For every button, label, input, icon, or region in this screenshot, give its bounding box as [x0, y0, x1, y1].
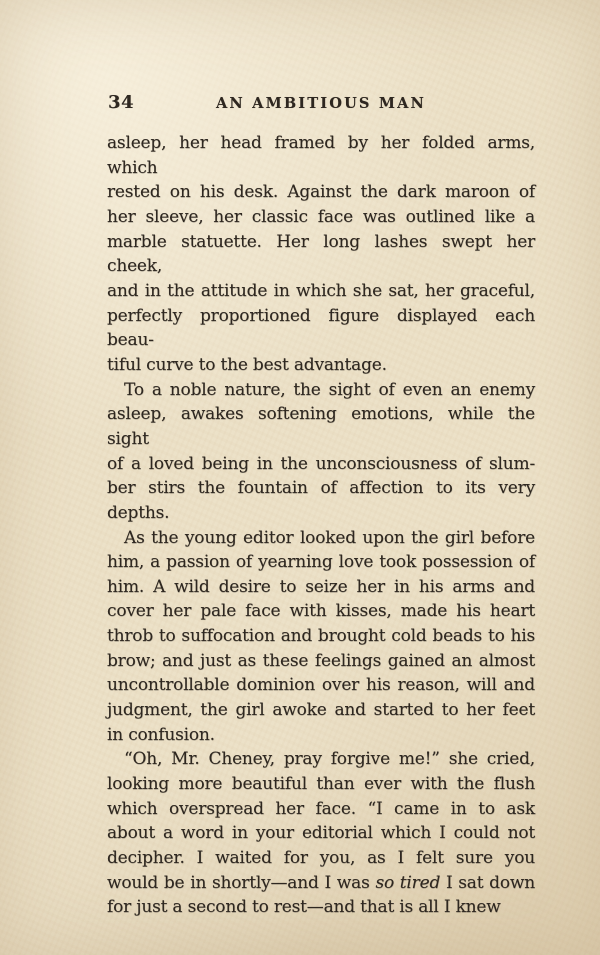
text-segment: As the young editor looked upon the girl before — [124, 527, 535, 548]
text-line — [107, 205, 535, 230]
text-line — [107, 575, 535, 600]
text-line — [107, 821, 535, 846]
text-line — [107, 131, 535, 180]
text-line — [107, 624, 535, 649]
text-segment: marble statuette. Her long lashes swept her cheek, — [107, 231, 535, 277]
page-body — [107, 131, 535, 920]
text-line — [107, 797, 535, 822]
text-segment: throb to suffocation and brought cold beads to his — [107, 626, 535, 647]
text-segment: brow; and just as these feelings gained an almost — [107, 650, 535, 671]
text-line — [107, 846, 535, 871]
text-segment: of a loved being in the unconsciousness of slum- — [107, 453, 535, 474]
text-segment: and in the attitude in which she sat, her graceful, — [107, 280, 535, 301]
text-segment: would be in shortly—and I was — [107, 872, 376, 893]
text-segment: depths. — [107, 502, 170, 523]
text-line — [107, 353, 535, 378]
text-line — [107, 550, 535, 575]
text-line — [107, 180, 535, 205]
text-segment: her sleeve, her classic face was outlined like a — [107, 206, 535, 227]
text-line — [107, 304, 535, 353]
text-line — [107, 501, 535, 526]
text-line — [107, 673, 535, 698]
text-line — [107, 723, 535, 748]
text-segment: tiful curve to the best advantage. — [107, 354, 387, 375]
text-segment: To a noble nature, the sight of even an enemy — [124, 379, 535, 400]
text-segment: asleep, awakes softening emotions, while the sight — [107, 404, 535, 449]
text-segment: cover her pale face with kisses, made his heart — [107, 601, 535, 622]
text-segment: him. A wild desire to seize her in his arms and — [107, 576, 535, 597]
text-line — [107, 402, 535, 451]
text-line — [107, 526, 535, 551]
running-title: AN AMBITIOUS MAN — [215, 95, 426, 112]
text-segment: in confusion. — [107, 724, 215, 745]
page-header — [107, 92, 535, 114]
text-segment: asleep, her head framed by her folded arms, which — [107, 133, 535, 178]
text-segment: I sat down — [440, 872, 536, 893]
text-line — [107, 698, 535, 723]
text-segment: him, a passion of yearning love took possession of — [107, 552, 535, 573]
text-line — [107, 476, 535, 501]
text-segment: rested on his desk. Against the dark maroon of — [107, 182, 535, 203]
text-line — [107, 895, 535, 920]
text-line — [107, 452, 535, 477]
text-line — [107, 378, 535, 403]
text-segment: judgment, the girl awoke and started to her feet — [107, 700, 535, 721]
text-segment: “Oh, Mr. Cheney, pray forgive me!” she cried, — [124, 749, 535, 770]
text-segment: looking more beautiful than ever with the flush — [107, 774, 535, 795]
text-segment: decipher. I waited for you, as I felt sure you — [107, 848, 535, 869]
text-line — [107, 599, 535, 624]
text-line — [107, 230, 535, 279]
text-segment: about a word in your editorial which I could not — [107, 823, 535, 844]
text-line — [107, 279, 535, 304]
text-segment: for just a second to rest—and that is all I knew — [107, 897, 501, 918]
text-segment: uncontrollable dominion over his reason, will and — [107, 675, 535, 696]
text-segment: which overspread her face. “I came in to ask — [107, 798, 535, 819]
text-segment: ber stirs the fountain of affection to its very — [107, 478, 535, 499]
text-line — [107, 772, 535, 797]
page-number: 34 — [108, 92, 135, 113]
italic-text: so tired — [375, 872, 441, 893]
text-segment: perfectly proportioned figure displayed each beau- — [107, 305, 535, 351]
text-line — [107, 649, 535, 674]
text-line — [107, 871, 535, 896]
text-line — [107, 747, 535, 772]
